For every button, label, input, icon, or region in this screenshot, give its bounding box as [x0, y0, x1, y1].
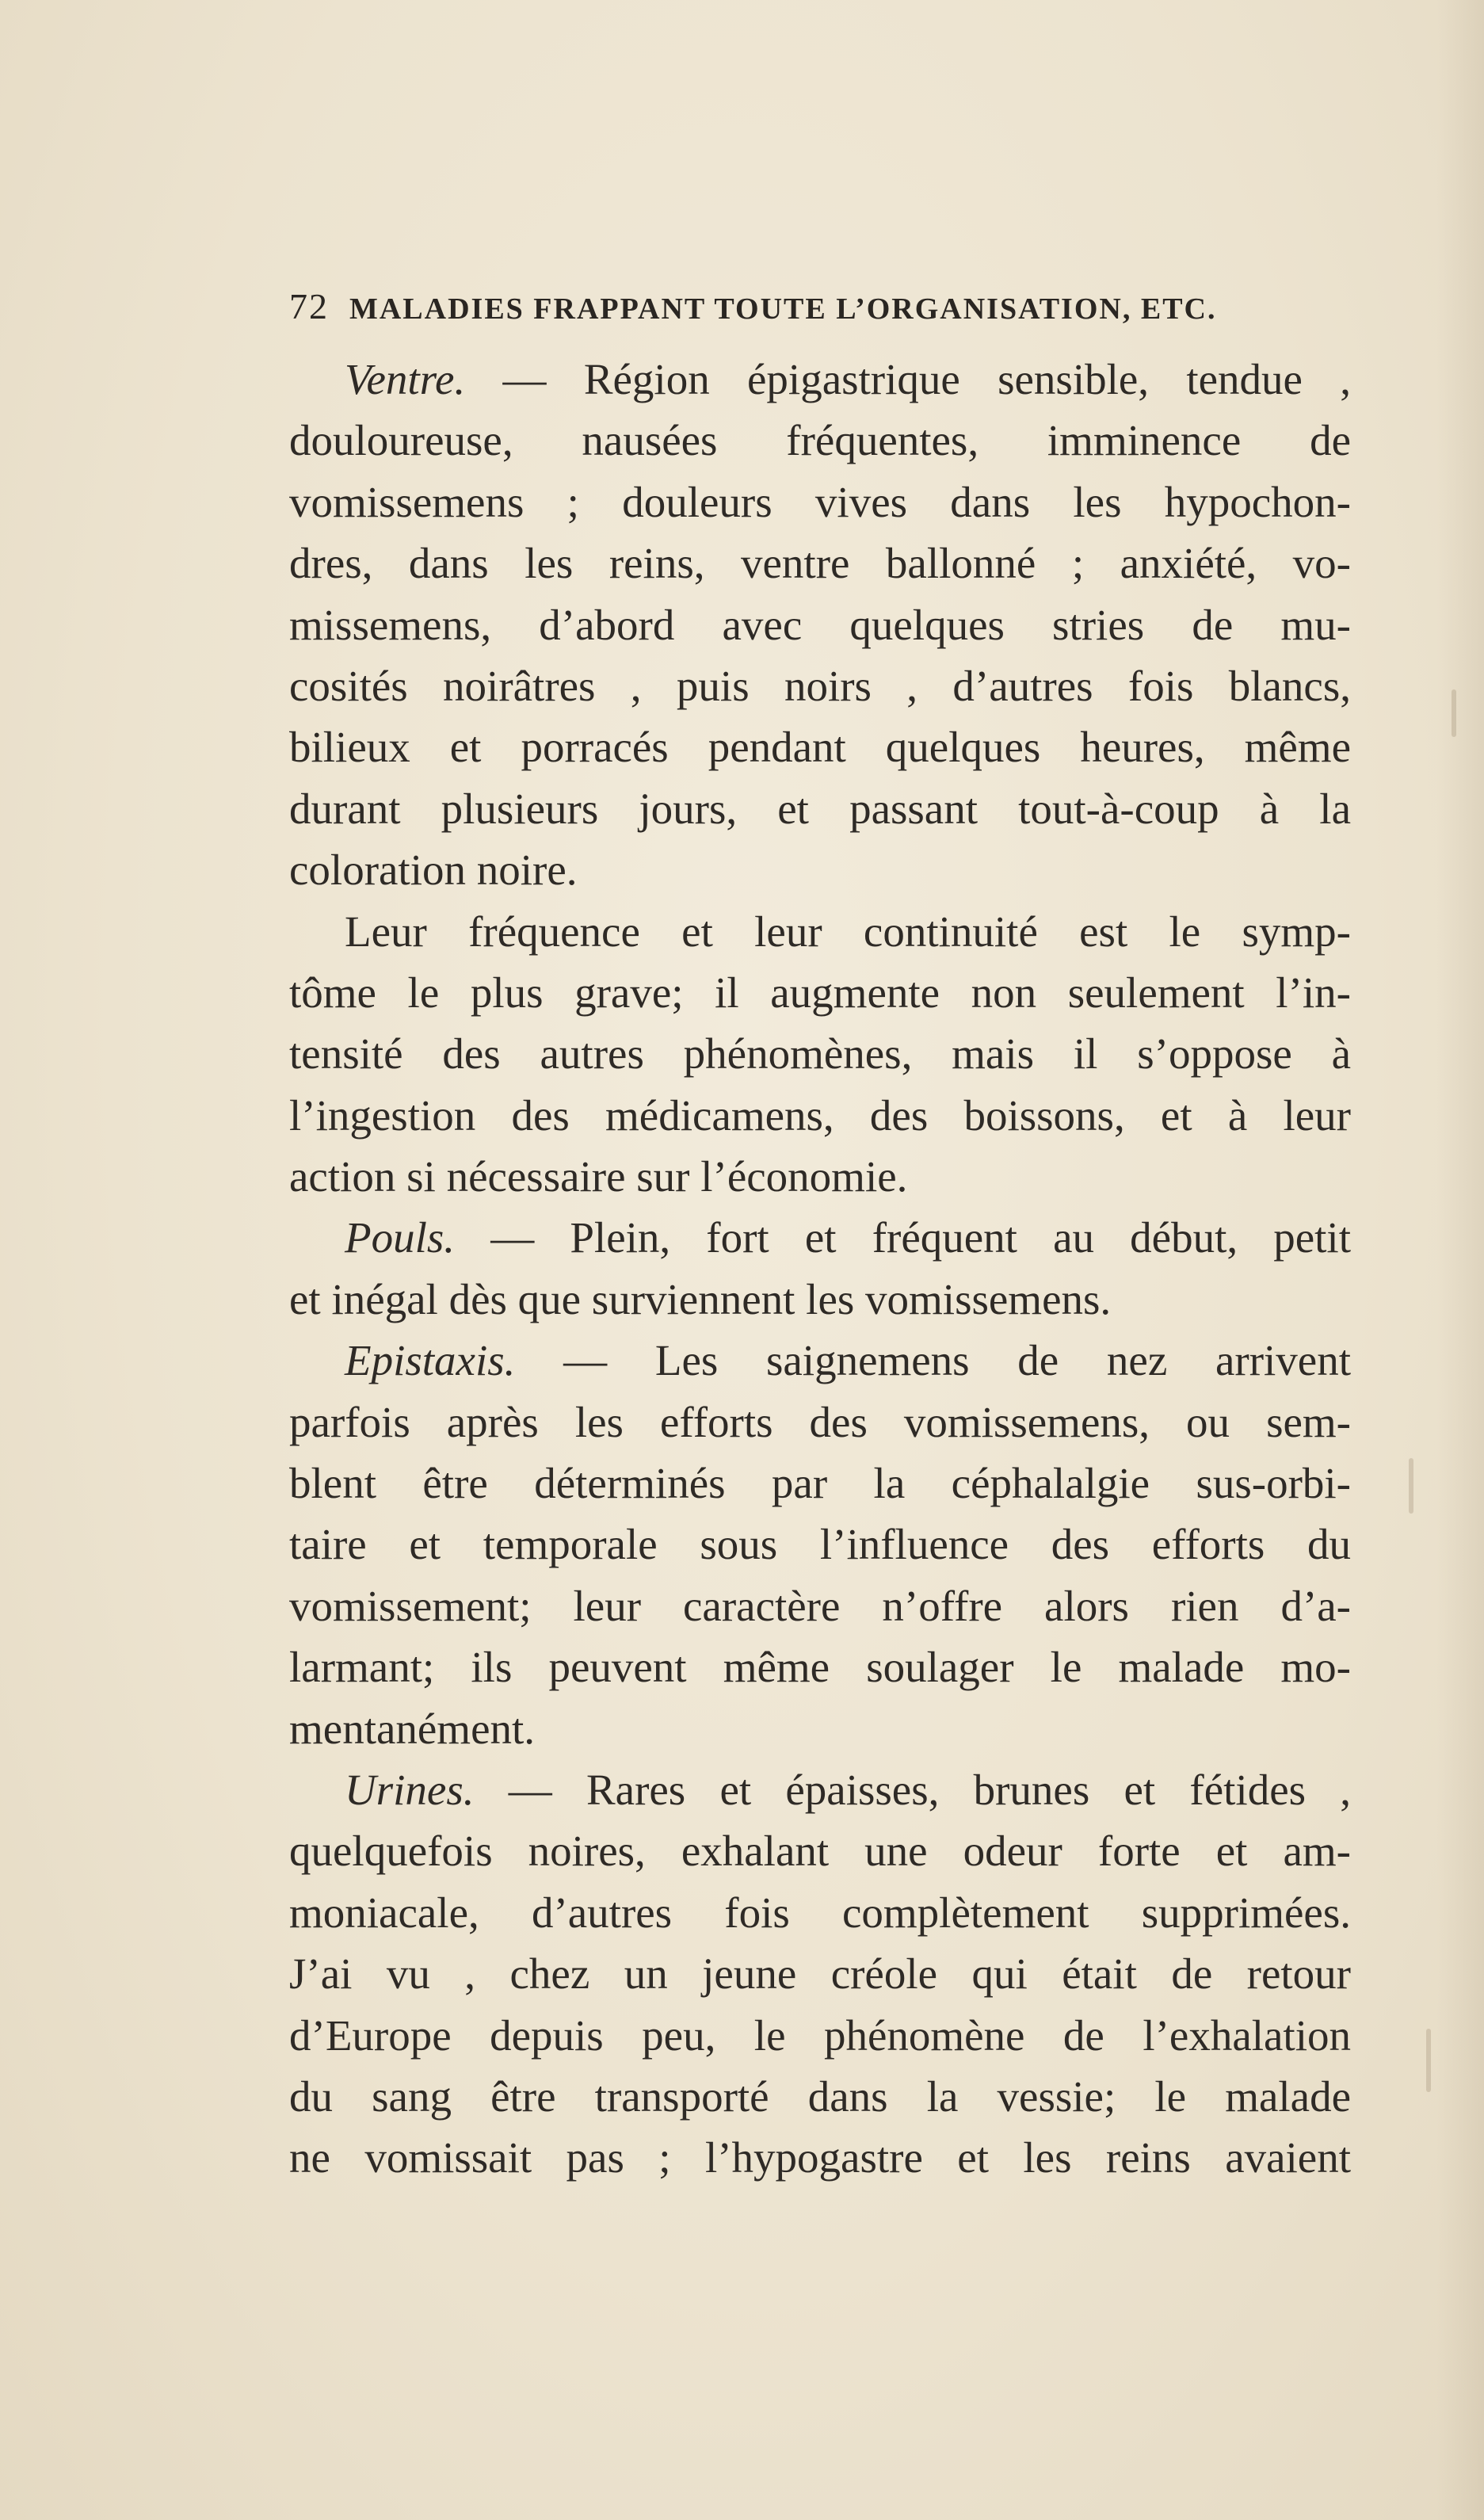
text-line: Ventre. — Région épigastrique sensible, tendue , — [345, 355, 1351, 403]
text-line: coloration noire. — [289, 846, 578, 895]
text-line: bilieux et porracés pendant quelques heures, même — [289, 723, 1351, 772]
section-label-urines: Urines. — [345, 1765, 475, 1814]
text-line: J’ai vu , chez un jeune créole qui était de retour — [289, 1949, 1351, 1999]
page-number: 72 — [289, 286, 329, 326]
text-line: Urines. — Rares et épaisses, brunes et fétides , — [345, 1765, 1351, 1814]
text-line: du sang être transporté dans la vessie; le malade — [289, 2071, 1351, 2121]
text-line: et inégal dès que surviennent les vomissemens. — [289, 1274, 1112, 1323]
text-line: moniacale, d’autres fois complètement supprimées. — [289, 1888, 1351, 1937]
running-head — [289, 285, 1351, 349]
text-line: cosités noirâtres , puis noirs , d’autres fois blancs, — [289, 661, 1351, 710]
text-line: quelquefois noires, exhalant une odeur forte et am- — [289, 1827, 1351, 1876]
text-line: mentanément. — [289, 1704, 536, 1753]
text-line: Epistaxis. — Les saignemens de nez arrivent — [345, 1336, 1351, 1385]
text-block — [289, 285, 1351, 2189]
text-line: dres, dans les reins, ventre ballonné ; anxiété, vo- — [289, 539, 1351, 588]
text-line: Leur fréquence et leur continuité est le symp- — [345, 907, 1351, 956]
text-line: ne vomissait pas ; l’hypogastre et les reins avaient — [289, 2133, 1351, 2182]
running-title: MALADIES FRAPPANT TOUTE L’ORGANISATION, ETC. — [349, 292, 1217, 326]
text-line: l’ingestion des médicamens, des boissons, et à leur — [289, 1090, 1351, 1140]
text-line: parfois après les efforts des vomissemens, ou sem- — [289, 1397, 1351, 1446]
margin-mark — [1409, 1458, 1413, 1514]
text-line: douloureuse, nausées fréquentes, imminence de — [289, 416, 1351, 465]
text-line: action si nécessaire sur l’économie. — [289, 1152, 908, 1201]
text-line: Pouls. — Plein, fort et fréquent au début, petit — [345, 1213, 1351, 1262]
text-line: d’Europe depuis peu, le phénomène de l’exhalation — [289, 2010, 1351, 2060]
page-edge-shadow — [1436, 0, 1484, 2520]
margin-mark — [1452, 689, 1456, 737]
text-line: taire et temporale sous l’influence des efforts du — [289, 1520, 1351, 1569]
text-line: blent être déterminés par la céphalalgie sus-orbi- — [289, 1459, 1351, 1508]
section-label-epistaxis: Epistaxis. — [345, 1336, 516, 1385]
text-line: vomissement; leur caractère n’offre alors rien d’a- — [289, 1581, 1351, 1630]
section-label-ventre: Ventre. — [345, 355, 466, 403]
text-line: durant plusieurs jours, et passant tout-à-coup à la — [289, 784, 1351, 833]
section-label-pouls: Pouls. — [345, 1213, 456, 1262]
text-line: tensité des autres phénomènes, mais il s’oppose à — [289, 1029, 1351, 1079]
margin-mark — [1426, 2029, 1431, 2092]
text-line: larmant; ils peuvent même soulager le malade mo- — [289, 1643, 1351, 1692]
text-line: tôme le plus grave; il augmente non seulement l’in- — [289, 968, 1351, 1017]
text-line: vomissemens ; douleurs vives dans les hypochon- — [289, 477, 1351, 526]
text-line: missemens, d’abord avec quelques stries de mu- — [289, 600, 1351, 649]
